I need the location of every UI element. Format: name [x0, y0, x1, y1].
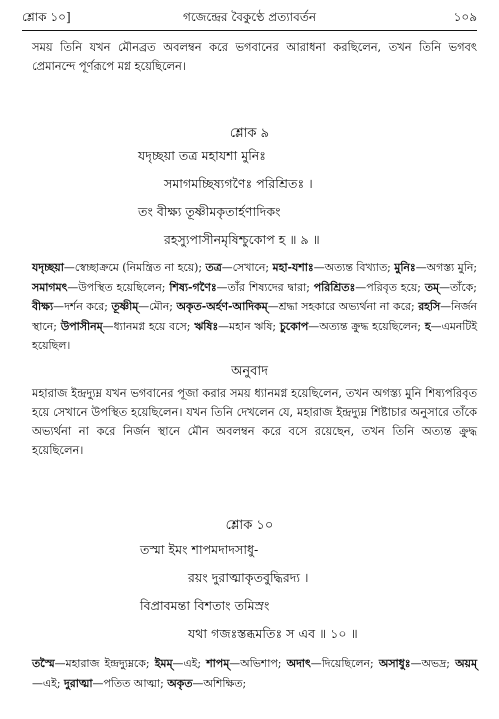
- translation-paragraph: মহারাজ ইন্দ্রদ্যুম্ন যখন ভগবানের পূজা করার সময় ধ্যানমগ্ন হয়েছিলেন, তখন অগস্ত্য মুনি শিষ্যপরিবৃত হয়ে সেখানে উপস্থিত হয়েছিলেন। যখন তিনি দেখলেন যে, মহারাজ ইন্দ্রদ্যুম্ন শিষ্টাচার অনুসারে তাঁকে অভ্যর্থনা না করে নির্জন স্থানে মৌন অবলম্বন করে বসে রয়েছেন, তখন তিনি অত্যন্ত ক্রুদ্ধ হয়েছিলেন।: [32, 386, 477, 457]
- synonym-word: তম্: [424, 280, 440, 294]
- verse-9-line-4: রহস্যুপাসীনমৃষিশ্চুকোপ হ ॥ ৯ ॥: [164, 232, 320, 247]
- synonym-word: তত্র: [205, 261, 222, 274]
- page-header: [22, 8, 477, 31]
- header-verse-ref: শ্লোক ১০]: [22, 10, 71, 24]
- synonym-meaning: অভিশাপ;: [240, 657, 282, 670]
- synonym-meaning: তাঁর শিষ্যদের দ্বারা;: [227, 280, 310, 294]
- synonym-word: হ: [424, 319, 431, 333]
- synonym-meaning: অত্যন্ত বিখ্যাত;: [324, 261, 391, 274]
- synonym-word: উপাসীনম্: [60, 319, 103, 333]
- synonym-meaning: অশিক্ষিত;: [203, 676, 247, 690]
- synonym-word: অকৃত-অর্হণ-আদিকম্: [176, 300, 268, 314]
- synonym-word: তস্মৈ: [32, 657, 55, 670]
- synonym-meaning: তাঁকে;: [449, 280, 477, 294]
- synonym-meaning: উপস্থিত হয়েছিলেন;: [78, 280, 166, 294]
- synonym-meaning: শ্রদ্ধা সহকারে অভ্যর্থনা না করে;: [278, 300, 415, 314]
- synonym-meaning: অভদ্র;: [421, 657, 450, 670]
- synonym-meaning: সেখানে;: [232, 261, 270, 274]
- verse-9-line-1: যদৃচ্ছয়া তত্র মহাযশা মুনিঃ: [138, 148, 267, 163]
- verse-9-heading: শ্লোক ৯: [229, 126, 270, 141]
- synonym-word: বীক্ষ্য: [32, 300, 54, 314]
- intro-paragraph: সময় তিনি যখন মৌনব্রত অবলম্বন করে ভগবানের আরাধনা করছিলেন, তখন তিনি ভগবৎ প্রেমানন্দে পূর্ণরূপে মগ্ন হয়েছিলেন।: [32, 40, 477, 73]
- verse-10-heading: শ্লোক ১০: [225, 518, 274, 533]
- synonym-meaning: এই;: [42, 676, 61, 690]
- synonyms-verse-10: তস্মৈ—মহারাজ ইন্দ্রদ্যুম্নকে; ইমম্—এই; শাপম্—অভিশাপ; অদাৎ—দিয়েছিলেন; অসাধুঃ—অভদ্র; অয়ম্—এই; দুরাত্মা—পতিত আত্মা; অকৃত—অশিক্ষিত;: [32, 657, 478, 690]
- verse-10-line-2: রয়ং দুরাত্মাকৃতবুদ্ধিরদ্য ।: [188, 570, 309, 585]
- synonyms-verse-9: যদৃচ্ছয়া—স্বেচ্ছাক্রমে (নিমন্ত্রিত না হয়ে); তত্র—সেখানে; মহা-যশাঃ—অত্যন্ত বিখ্যাত; মুনিঃ—অগস্ত্য মুনি; সমাগমৎ—উপস্থিত হয়েছিলেন; শিষ্য-গণৈঃ—তাঁর শিষ্যদের দ্বারা; পরিশ্রিতঃ—পরিবৃত হয়ে; তম্—তাঁকে; বীক্ষ্য—দর্শন করে; তূষ্ণীম্—মৌন; অকৃত-অর্হণ-আদিকম্—শ্রদ্ধা সহকারে অভ্যর্থনা না করে; রহসি—নির্জন স্থানে; উপাসীনম্—ধ্যানমগ্ন হয়ে বসে; ঋষিঃ—মহান ঋষি; চুকোপ—অত্যন্ত ক্রুদ্ধ হয়েছিলেন; হ—এমনটিই হয়েছিল।: [32, 261, 477, 353]
- verse-9-line-3: তং বীক্ষ্য তূষ্ণীমকৃতার্হণাদিকং: [138, 204, 281, 219]
- synonym-word: অদাৎ: [286, 657, 311, 670]
- synonym-word: চুকোপ: [279, 319, 309, 333]
- synonym-meaning: মহান ঋষি;: [229, 319, 277, 333]
- synonym-meaning: স্বেচ্ছাক্রমে (নিমন্ত্রিত না হয়ে);: [74, 261, 203, 274]
- synonym-meaning: দিয়েছিলেন;: [321, 657, 374, 670]
- synonym-word: ঋষিঃ: [194, 319, 219, 333]
- verse-10-line-1: তস্মা ইমং শাপমদাদসাধু-: [140, 542, 259, 557]
- synonym-meaning: অত্যন্ত ক্রুদ্ধ হয়েছিলেন;: [319, 319, 422, 333]
- synonym-word: সমাগমৎ: [32, 280, 68, 294]
- synonym-word: মুনিঃ: [394, 261, 416, 274]
- synonym-meaning: নির্জন স্থানে;: [32, 300, 477, 333]
- synonym-word: মহা-যশাঃ: [272, 261, 314, 274]
- synonym-word: শিষ্য-গণৈঃ: [169, 280, 217, 294]
- synonym-word: তূষ্ণীম্: [111, 300, 139, 314]
- synonym-meaning: ধ্যানমগ্ন হয়ে বসে;: [113, 319, 191, 333]
- synonym-meaning: পরিবৃত হয়ে;: [366, 280, 421, 294]
- synonym-word: দুরাত্মা: [63, 676, 93, 690]
- chapter-title: গজেন্দ্রের বৈকুণ্ঠে প্রত্যাবর্তন: [182, 10, 316, 24]
- synonym-meaning: এই;: [183, 657, 202, 670]
- synonym-word: রহসি: [418, 300, 441, 314]
- synonym-meaning: মহারাজ ইন্দ্রদ্যুম্নকে;: [65, 657, 150, 670]
- synonym-word: যদৃচ্ছয়া: [32, 261, 64, 274]
- verse-9-line-2: সমাগমচ্ছিষ্যগণৈঃ পরিশ্রিতঃ ।: [164, 176, 313, 191]
- synonym-meaning: এমনটিই হয়েছিল।: [32, 319, 477, 353]
- synonym-meaning: মৌন;: [149, 300, 173, 314]
- synonym-meaning: দর্শন করে;: [64, 300, 108, 314]
- synonym-meaning: পতিত আত্মা;: [103, 676, 164, 690]
- translation-heading: অনুবাদ: [231, 364, 268, 379]
- verse-10-line-4: যথা গজঃস্তব্ধমতিঃ স এব ॥ ১০ ॥: [188, 626, 358, 641]
- synonym-meaning: অগস্ত্য মুনি;: [426, 261, 477, 274]
- synonym-word: অকৃত: [167, 676, 193, 690]
- synonym-word: অসাধুঃ: [378, 657, 411, 670]
- synonym-word: ইমম্: [154, 657, 173, 670]
- verse-10-line-3: বিপ্রাবমন্তা বিশতাং তমিস্রং: [140, 598, 270, 613]
- synonym-word: শাপম্: [206, 657, 230, 670]
- synonym-word: অয়ম্: [455, 657, 478, 670]
- synonym-word: পরিশ্রিতঃ: [313, 280, 356, 294]
- page-number: ১০৯: [453, 10, 477, 24]
